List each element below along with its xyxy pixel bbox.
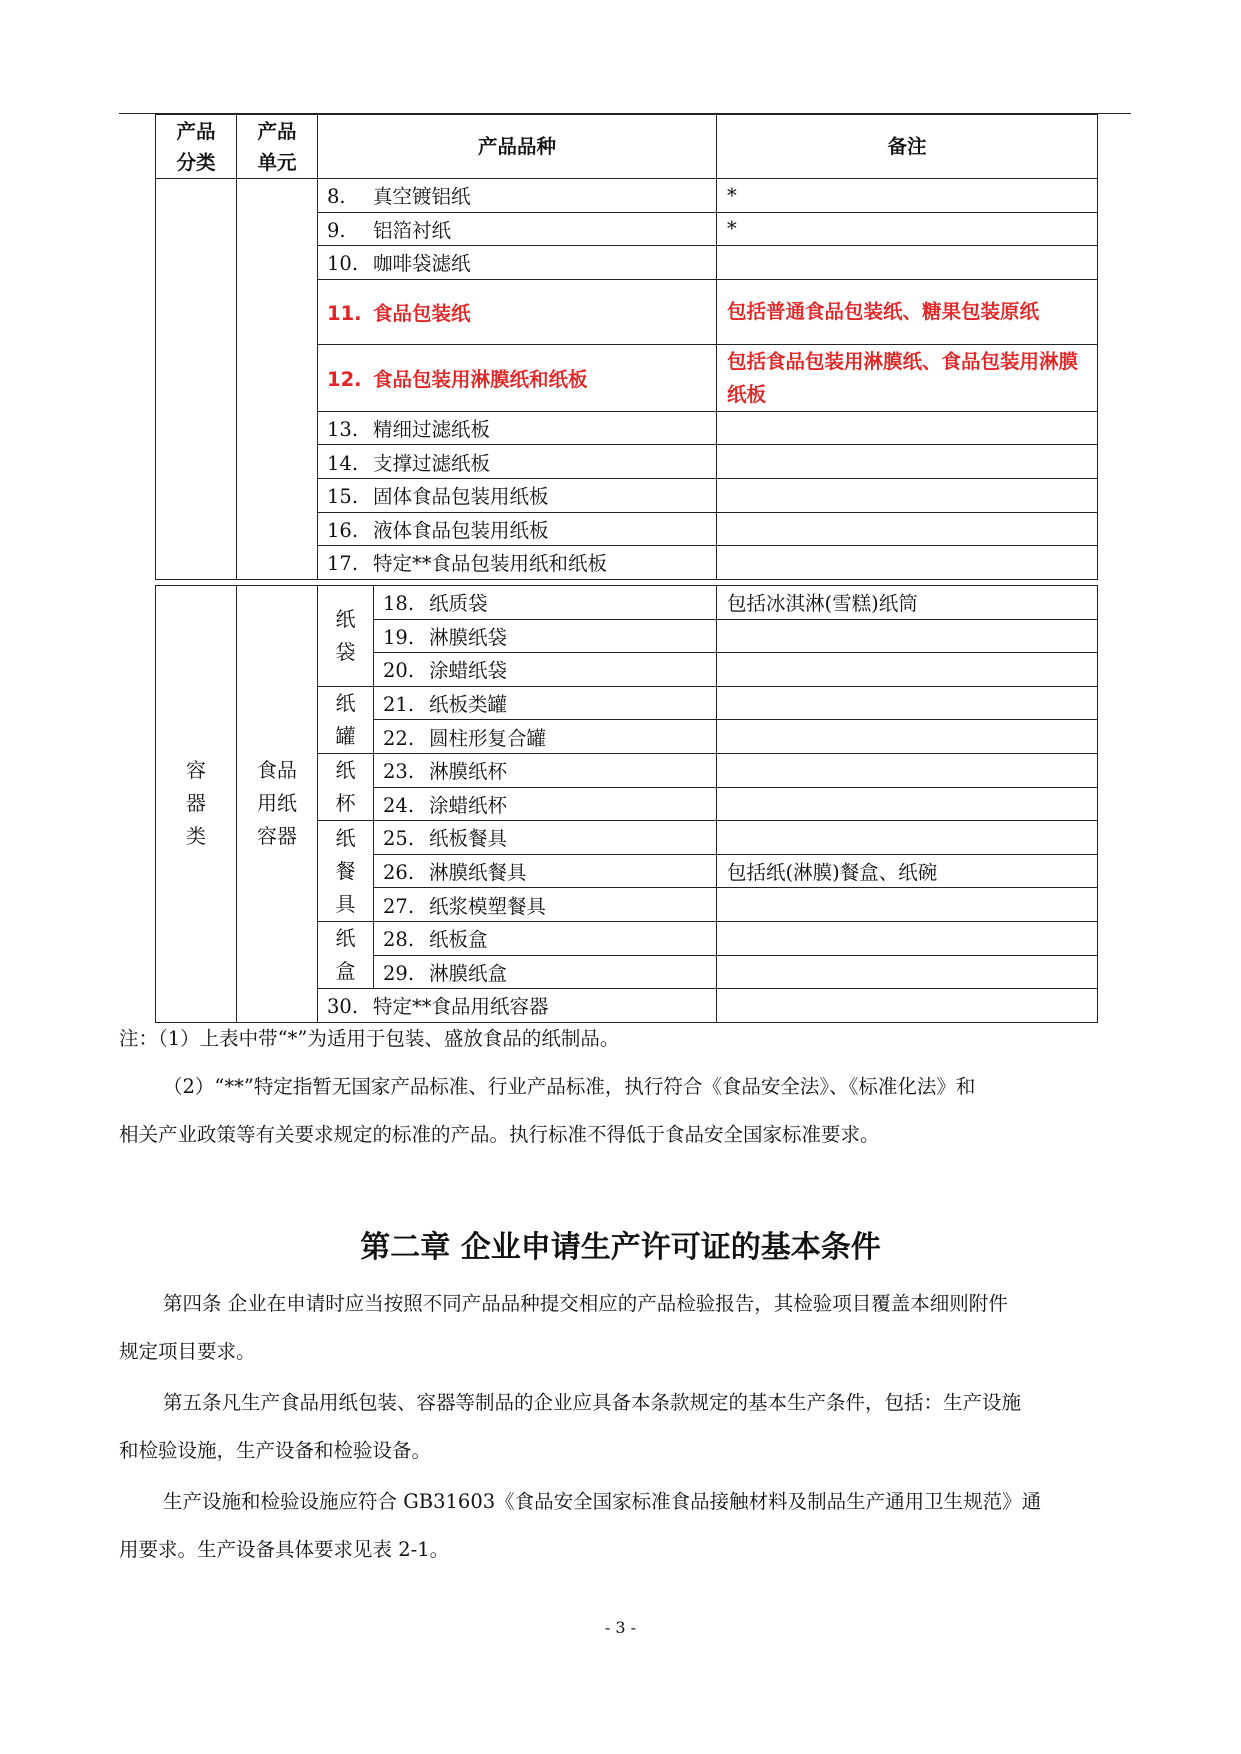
remark-cell	[717, 478, 1098, 512]
table-note-2-line-2: 相关产业政策等有关要求规定的标准的产品。执行标准不得低于食品安全国家标准要求。	[119, 1123, 880, 1146]
variety-cell: 20. 涂蜡纸袋	[374, 653, 717, 687]
variety-cell: 23. 淋膜纸杯	[374, 753, 717, 787]
variety-cell: 14. 支撑过滤纸板	[318, 445, 717, 479]
group-label-paper-can: 纸 罐	[318, 686, 374, 753]
variety-cell: 10. 咖啡袋滤纸	[318, 246, 717, 280]
variety-cell: 15. 固体食品包装用纸板	[318, 478, 717, 512]
variety-cell: 9. 铝箔衬纸	[318, 212, 717, 246]
article-5-line-2: 和检验设施，生产设备和检验设备。	[119, 1439, 432, 1462]
remark-cell	[717, 753, 1098, 787]
category-cell-blank	[156, 179, 237, 580]
header-remark: 备注	[717, 115, 1098, 179]
variety-cell: 8. 真空镀铝纸	[318, 179, 717, 213]
header-category: 产品 分类	[156, 115, 237, 179]
remark-cell	[717, 720, 1098, 754]
remark-cell: *	[717, 212, 1098, 246]
remark-cell	[717, 821, 1098, 855]
unit-cell-food-container: 食品 用纸 容器	[237, 586, 318, 1023]
variety-cell: 28. 纸板盒	[374, 921, 717, 955]
table-row	[156, 179, 1098, 213]
article-5-line-1: 第五条凡生产食品用纸包装、容器等制品的企业应具备本条款规定的基本生产条件，包括：生产设施	[163, 1391, 1022, 1414]
chapter-title: 第二章 企业申请生产许可证的基本条件	[360, 1230, 881, 1265]
remark-cell: 包括纸(淋膜)餐盒、纸碗	[717, 854, 1098, 888]
remark-cell: 包括普通食品包装纸、糖果包装原纸	[717, 279, 1098, 344]
variety-cell: 21. 纸板类罐	[374, 686, 717, 720]
group-label-paper-tableware: 纸 餐 具	[318, 821, 374, 922]
remark-cell	[717, 512, 1098, 546]
table-header-row	[156, 115, 1098, 179]
variety-cell: 30. 特定**食品用纸容器	[318, 989, 717, 1023]
group-label-paper-cup: 纸 杯	[318, 753, 374, 820]
page-number: - 3 -	[604, 1618, 637, 1637]
variety-cell: 29. 淋膜纸盒	[374, 955, 717, 989]
remark-cell	[717, 619, 1098, 653]
variety-cell: 11. 食品包装纸	[318, 279, 717, 344]
remark-cell	[717, 445, 1098, 479]
table-note-1: 注：（1）上表中带“*”为适用于包装、盛放食品的纸制品。	[119, 1027, 620, 1050]
group-label-paper-box: 纸 盒	[318, 921, 374, 988]
remark-cell	[717, 546, 1098, 580]
facilities-line-1: 生产设施和检验设施应符合 GB31603《食品安全国家标准食品接触材料及制品生产通用卫生规范》通	[163, 1490, 1042, 1513]
variety-cell: 18. 纸质袋	[374, 586, 717, 620]
variety-cell: 27. 纸浆模塑餐具	[374, 888, 717, 922]
variety-cell: 12. 食品包装用淋膜纸和纸板	[318, 344, 717, 411]
variety-cell: 22. 圆柱形复合罐	[374, 720, 717, 754]
variety-cell: 24. 涂蜡纸杯	[374, 787, 717, 821]
remark-cell	[717, 686, 1098, 720]
remark-cell	[717, 955, 1098, 989]
facilities-line-2: 用要求。生产设备具体要求见表 2-1。	[119, 1538, 450, 1561]
remark-cell	[717, 246, 1098, 280]
article-4-line-1: 第四条 企业在申请时应当按照不同产品品种提交相应的产品检验报告，其检验项目覆盖本细则附件	[163, 1292, 1008, 1315]
remark-cell	[717, 653, 1098, 687]
remark-cell: 包括冰淇淋(雪糕)纸筒	[717, 586, 1098, 620]
remark-cell: 包括食品包装用淋膜纸、食品包装用淋膜纸板	[717, 344, 1098, 411]
header-unit: 产品 单元	[237, 115, 318, 179]
header-variety: 产品品种	[318, 115, 717, 179]
unit-cell-blank	[237, 179, 318, 580]
variety-cell: 19. 淋膜纸袋	[374, 619, 717, 653]
variety-cell: 17. 特定**食品包装用纸和纸板	[318, 546, 717, 580]
remark-cell: *	[717, 179, 1098, 213]
table-note-2-line-1: （2）“**”特定指暂无国家产品标准、行业产品标准，执行符合《食品安全法》、《标准化法》和	[163, 1075, 976, 1098]
remark-cell	[717, 787, 1098, 821]
remark-cell	[717, 888, 1098, 922]
category-cell-container: 容 器 类	[156, 586, 237, 1023]
variety-cell: 25. 纸板餐具	[374, 821, 717, 855]
remark-cell	[717, 989, 1098, 1023]
table-row	[156, 586, 1098, 620]
article-4-line-2: 规定项目要求。	[119, 1340, 256, 1363]
remark-cell	[717, 921, 1098, 955]
product-table	[155, 114, 1098, 580]
remark-cell	[717, 411, 1098, 445]
group-label-paper-bag: 纸 袋	[318, 586, 374, 687]
variety-cell: 26. 淋膜纸餐具	[374, 854, 717, 888]
product-table-containers	[155, 585, 1098, 1023]
variety-cell: 13. 精细过滤纸板	[318, 411, 717, 445]
variety-cell: 16. 液体食品包装用纸板	[318, 512, 717, 546]
